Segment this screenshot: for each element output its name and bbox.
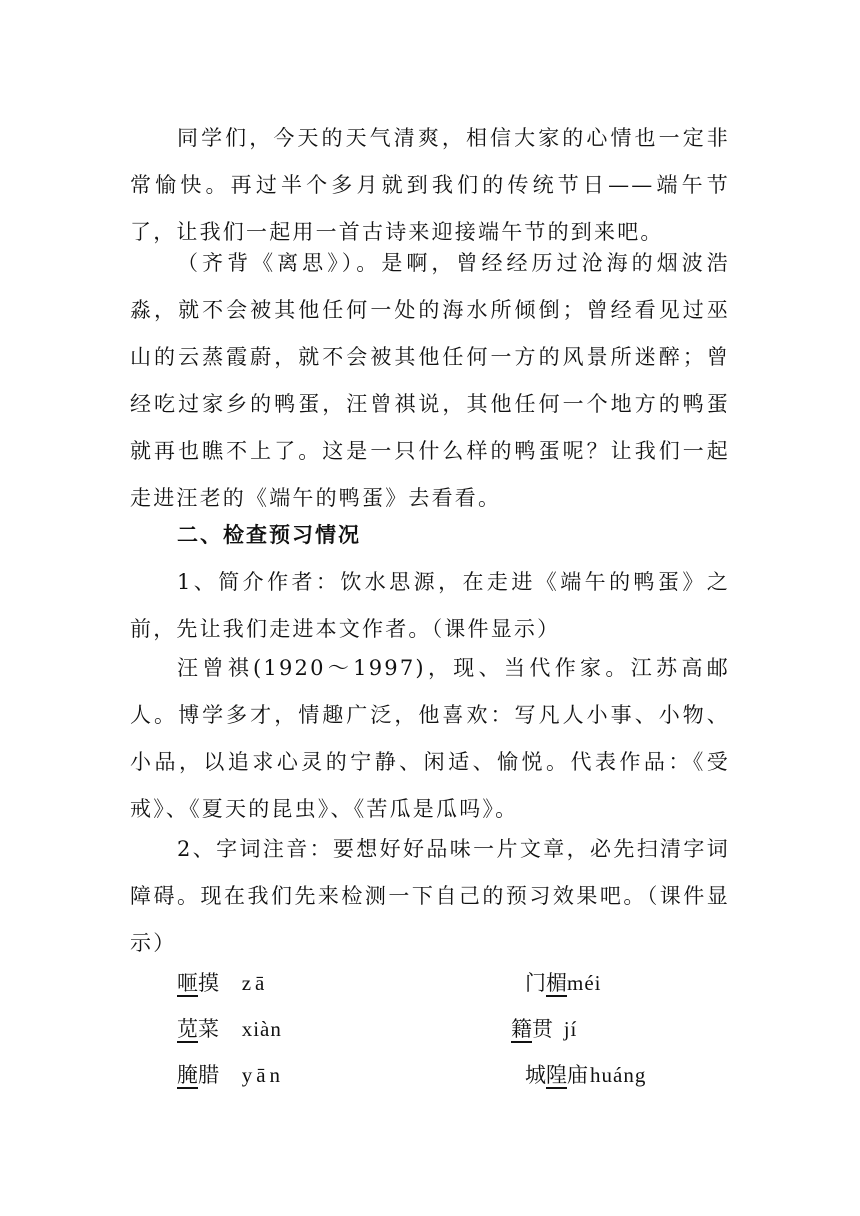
vocab-pinyin: jí (563, 1017, 578, 1041)
vocab-prefix: 城 (525, 1063, 546, 1087)
vocab-underlined-char: 籍 (511, 1017, 532, 1041)
vocab-underlined-char: 楣 (546, 971, 567, 995)
vocab-suffix: 贯 (532, 1017, 553, 1041)
vocab-underlined-char: 腌 (177, 1063, 198, 1087)
author-bio-paragraph: 汪曾祺(1920～1997)，现、当代作家。江苏高邮人。博学多才，情趣广泛，他喜欢：写凡人小事、小物、小品，以追求心灵的宁静、闲适、愉悦。代表作品：《受戒》、《夏天的昆虫》、《苦瓜是瓜吗》。 (130, 656, 730, 821)
vocab-pinyin: zā (241, 971, 269, 995)
vocab-item (177, 968, 268, 998)
vocab-pinyin: yān (241, 1063, 285, 1087)
vocab-intro-paragraph: 2、字词注音：要想好好品味一片文章，必先扫清字词障碍。现在我们先来检测一下自己的预习效果吧。（课件显示） (130, 837, 730, 955)
vocab-suffix: 腊 (198, 1063, 219, 1087)
vocab-suffix: 庙 (567, 1063, 588, 1087)
intro-paragraph: 同学们，今天的天气清爽，相信大家的心情也一定非常愉快。再过半个多月就到我们的传统节日——端午节了，让我们一起用一首古诗来迎接端午节的到来吧。 (130, 126, 730, 244)
section-heading: 二、检查预习情况 (177, 523, 361, 547)
vocab-underlined-char: 苋 (177, 1017, 198, 1041)
vocab-item (177, 1060, 284, 1090)
vocab-suffix: 摸 (198, 971, 219, 995)
author-intro-paragraph: 1、简介作者：饮水思源，在走进《端午的鸭蛋》之前，先让我们走进本文作者。（课件显示） (130, 570, 730, 641)
recitation-paragraph: （齐背《离思》）。是啊，曾经经历过沧海的烟波浩淼，就不会被其他任何一处的海水所倾倒；曾经看见过巫山的云蒸霞蔚，就不会被其他任何一方的风景所迷醉；曾经吃过家乡的鸭蛋，汪曾祺说，其他任何一个地方的鸭蛋就再也瞧不上了。这是一只什么样的鸭蛋呢？让我们一起走进汪老的《端午的鸭蛋》去看看。 (130, 251, 730, 510)
vocab-prefix: 门 (525, 971, 546, 995)
vocab-item (525, 968, 602, 998)
vocab-item (511, 1014, 577, 1044)
vocab-underlined-char: 隍 (546, 1063, 567, 1087)
vocab-item (525, 1060, 646, 1090)
vocab-suffix: 菜 (198, 1017, 219, 1041)
vocab-pinyin: xiàn (241, 1017, 282, 1041)
vocab-pinyin: huáng (590, 1063, 647, 1087)
vocab-item (177, 1014, 282, 1044)
vocab-pinyin: méi (567, 971, 602, 995)
vocab-underlined-char: 咂 (177, 971, 198, 995)
